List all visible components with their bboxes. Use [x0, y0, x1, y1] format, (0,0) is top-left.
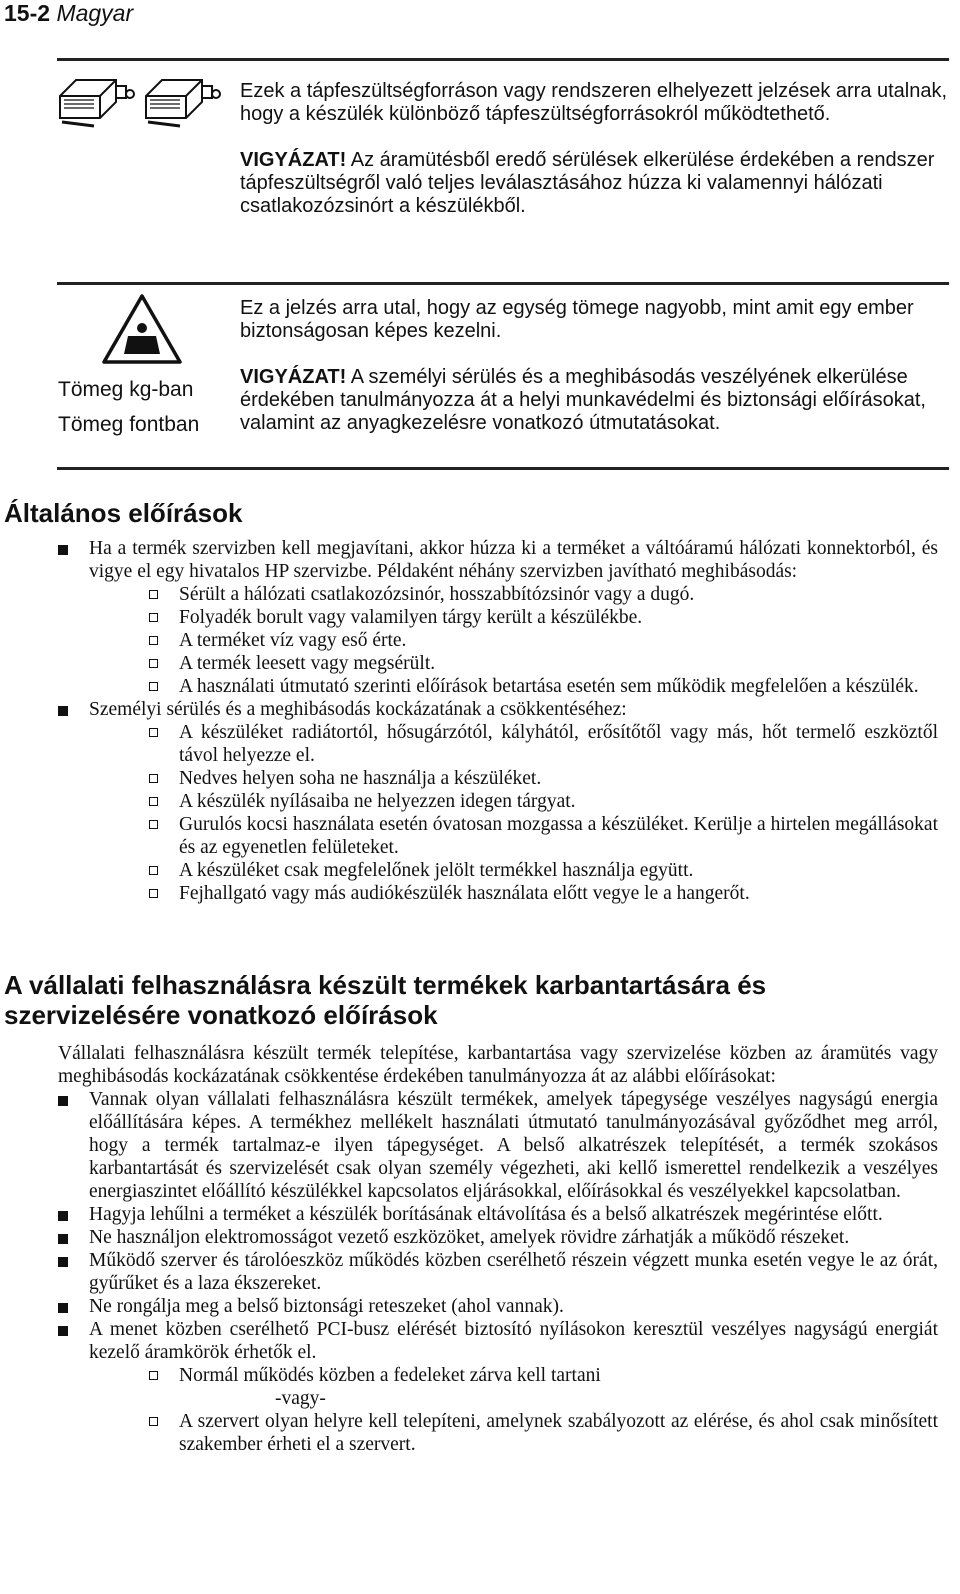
list-item: A termék leesett vagy megsérült.	[0, 652, 938, 675]
list-item: Ha a termék szervizben kell megjavítani, akkor húzza ki a terméket a váltóáramú hálózati konnektorból, és vigye el egy hivatalos HP szervizbe. Példaként néhány szervizben javítható meghibásodás:	[0, 537, 938, 583]
power-warning-label: VIGYÁZAT!	[240, 149, 347, 171]
divider-bottom	[57, 467, 949, 470]
list-item: A menet közben cserélhető PCI-busz elérését biztosító nyílásokon keresztül veszélyes nagyságú energiát kezelő áramkörök érhetők el.	[0, 1318, 938, 1364]
page-number: 15-2	[4, 0, 51, 26]
power-notice-text: Ezek a tápfeszültségforráson vagy rendszeren elhelyezett jelzések arra utalnak, hogy a készülék különböző tápfeszültségforrásokról működtethető.	[240, 80, 948, 125]
heavy-weight-warning-icon	[100, 292, 184, 366]
enterprise-section-title: A vállalati felhasználásra készült termékek karbantartására és szervizelésére vonatkozó előírások	[4, 970, 767, 1030]
power-supply-icon	[54, 70, 229, 130]
page-header	[4, 0, 133, 27]
weight-warning	[240, 366, 952, 435]
list-item: Normál működés közben a fedeleket zárva kell tartani	[0, 1364, 938, 1387]
list-item: Ne használjon elektromosságot vezető eszközöket, amelyek rövidre zárhatják a működő részeket.	[0, 1226, 938, 1249]
list-item: Személyi sérülés és a meghibásodás kockázatának a csökkentéséhez:	[0, 698, 938, 721]
weight-notice-text: Ez a jelzés arra utal, hogy az egység tömege nagyobb, mint amit egy ember biztonságosan képes kezelni.	[240, 297, 914, 342]
or-separator: -vagy-	[275, 1388, 326, 1409]
list-item: A készüléket csak megfelelőnek jelölt termékkel használja együtt.	[0, 859, 938, 882]
list-item: Hagyja lehűlni a terméket a készülék borításának eltávolítása és a belső alkatrészek megérintése előtt.	[0, 1203, 938, 1226]
list-item: A terméket víz vagy eső érte.	[0, 629, 938, 652]
list-item: Nedves helyen soha ne használja a készüléket.	[0, 767, 938, 790]
power-warning	[240, 149, 952, 218]
divider-top	[57, 58, 949, 61]
weight-warning-label: VIGYÁZAT!	[240, 366, 347, 388]
weight-warning-text: A személyi sérülés és a meghibásodás veszélyének elkerülése érdekében tanulmányozza át a helyi munkavédelmi és biztonsági előírásokat, valamint az anyagkezelésre vonatkozó útmutatásokat.	[240, 366, 926, 434]
general-section-title: Általános előírások	[4, 498, 243, 528]
list-item: Folyadék borult vagy valamilyen tárgy került a készülékbe.	[0, 606, 938, 629]
weight-notice	[240, 297, 952, 435]
list-item: A szervert olyan helyre kell telepíteni, amelynek szabályozott az elérése, és ahol csak minősített szakember érheti el a szervert.	[0, 1410, 938, 1456]
enterprise-list	[0, 1042, 938, 1456]
power-warning-text: Az áramütésből eredő sérülések elkerülése érdekében a rendszer tápfeszültségről való teljes leválasztásához húzza ki valamennyi hálózati csatlakozózsinórt a készülékből.	[240, 149, 935, 217]
general-list	[0, 537, 938, 905]
list-item: A készüléket radiátortól, hősugárzótól, kályhától, erősítőtől vagy más, hőt termelő eszköztől távol helyezze el.	[0, 721, 938, 767]
page-language: Magyar	[56, 0, 134, 26]
list-item: Fejhallgató vagy más audiókészülék használata előtt vegye le a hangerőt.	[0, 882, 938, 905]
list-item: Sérült a hálózati csatlakozózsinór, hosszabbítózsinór vagy a dugó.	[0, 583, 938, 606]
list-item: Ne rongálja meg a belső biztonsági reteszeket (ahol vannak).	[0, 1295, 938, 1318]
enterprise-intro: Vállalati felhasználásra készült termék telepítése, karbantartása vagy szervizelése közben az áramütés vagy meghibásodás kockázatának csökkentése érdekében tanulmányozza át az alábbi előírásokat:	[58, 1043, 938, 1087]
power-notice	[240, 80, 952, 218]
weight-lb-label: Tömeg fontban	[58, 413, 200, 436]
list-item: Gurulós kocsi használata esetén óvatosan mozgassa a készüléket. Kerülje a hirtelen megállásokat és az egyenetlen felületeket.	[0, 813, 938, 859]
list-item: Vannak olyan vállalati felhasználásra készült termékek, amelyek tápegysége veszélyes nagyságú energia előállítására képes. A termékhez mellékelt használati útmutató tanulmányozásával győződhet meg arról, hogy a termék tartalmaz-e ilyen tápegységet. A belső alkatrészek telepítését, a termék szokásos karbantartását és szervizelését csak olyan személy végezheti, aki kellő ismerettel rendelkezik a veszélyes energiaszintet előállító készülékkel kapcsolatos eljárásokkal, előírásokkal és veszélyekkel kapcsolatban.	[0, 1088, 938, 1203]
divider-middle	[57, 282, 949, 285]
list-item: Működő szerver és tárolóeszköz működés közben cserélhető részein végzett munka esetén vegye le az órát, gyűrűket és a laza ékszereket.	[0, 1249, 938, 1295]
list-item: A használati útmutató szerinti előírások betartása esetén sem működik megfelelően a készülék.	[0, 675, 938, 698]
list-item: A készülék nyílásaiba ne helyezzen idegen tárgyat.	[0, 790, 938, 813]
weight-kg-label: Tömeg kg-ban	[58, 378, 194, 401]
